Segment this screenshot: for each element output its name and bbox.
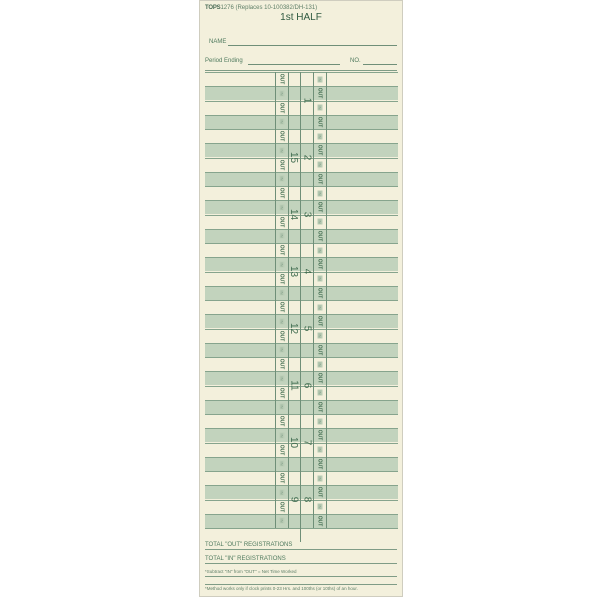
divider [205, 70, 397, 71]
name-field[interactable] [228, 45, 397, 46]
day-number-left: 13 [288, 265, 300, 277]
out-label-left: OUT [278, 330, 285, 341]
in-label-left: IN [279, 262, 284, 267]
in-label-left: IN [279, 376, 284, 381]
in-label-left: IN [279, 176, 284, 181]
in-label-right: IN [317, 419, 322, 423]
out-label-left: OUT [278, 358, 285, 370]
day-number-right: 2 [301, 154, 313, 160]
in-label-left: IN [279, 119, 284, 124]
out-label-right: OUT [316, 486, 323, 498]
out-label-right: OUT [316, 372, 323, 384]
in-label-right: IN [317, 333, 322, 338]
period-ending-label: Period Ending [205, 58, 243, 64]
divider [205, 563, 397, 564]
period-ending-field[interactable] [248, 64, 340, 65]
day-number-right: 1 [301, 97, 313, 103]
no-label: NO. [350, 58, 361, 64]
out-label-left: OUT [278, 387, 285, 398]
day-number-right: 6 [301, 382, 313, 388]
column-line [313, 72, 314, 528]
day-number-left: 9 [288, 496, 300, 502]
column-line [326, 72, 327, 528]
out-label-left: OUT [278, 73, 285, 85]
out-label-right: OUT [316, 87, 323, 99]
in-label-right: IN [317, 219, 322, 224]
divider [205, 549, 397, 550]
day-number-left [288, 72, 300, 128]
in-label-left: IN [279, 518, 284, 523]
in-label-left: IN [279, 347, 284, 352]
in-label-right: IN [317, 162, 322, 167]
note-method: *Method works only if clock prints 0-23 Hrs. and 100ths (or 10ths) of an hour. [205, 586, 358, 591]
out-label-left: OUT [278, 130, 285, 142]
in-label-right: IN [317, 447, 322, 452]
out-label-left: OUT [278, 159, 285, 170]
divider [205, 576, 397, 577]
in-label-right: IN [317, 305, 322, 309]
day-number-right: 5 [301, 325, 313, 331]
out-label-left: OUT [278, 187, 285, 199]
day-number-right: 7 [301, 439, 313, 445]
out-label-right: OUT [316, 458, 323, 470]
in-label-left: IN [279, 91, 284, 96]
out-label-left: OUT [278, 273, 285, 284]
card-title: 1st HALF [280, 12, 322, 23]
out-label-left: OUT [278, 444, 285, 455]
in-label-right: IN [317, 191, 322, 195]
total-in-label: TOTAL "IN" REGISTRATIONS [205, 556, 286, 562]
in-label-left: IN [279, 490, 284, 495]
out-label-right: OUT [316, 116, 323, 128]
no-field[interactable] [363, 64, 397, 65]
day-number-right: 4 [301, 268, 313, 274]
out-label-right: OUT [316, 287, 323, 299]
out-label-right: OUT [316, 144, 323, 156]
in-label-left: IN [279, 148, 284, 153]
in-label-right: IN [317, 476, 322, 480]
blank-row [205, 528, 398, 540]
out-label-right: OUT [316, 401, 323, 413]
in-label-right: IN [317, 504, 322, 509]
in-label-right: IN [317, 134, 322, 138]
in-label-left: IN [279, 290, 284, 295]
out-label-right: OUT [316, 173, 323, 185]
in-label-right: IN [317, 77, 322, 81]
out-label-right: OUT [316, 201, 323, 213]
day-number-left: 14 [288, 208, 300, 220]
in-label-left: IN [279, 404, 284, 409]
day-number-right: 8 [301, 496, 313, 502]
out-label-left: OUT [278, 301, 285, 313]
out-label-right: OUT [316, 515, 323, 527]
in-label-right: IN [317, 105, 322, 110]
in-label-left: IN [279, 205, 284, 210]
day-number-left: 10 [288, 436, 300, 448]
out-label-left: OUT [278, 415, 285, 427]
in-label-left: IN [279, 233, 284, 238]
note-subtract: *Subtract "IN" from "OUT" = Net Time Worked [205, 569, 297, 574]
in-label-right: IN [317, 362, 322, 366]
day-number-right: 3 [301, 211, 313, 217]
day-number-left: 15 [288, 151, 300, 163]
out-label-left: OUT [278, 472, 285, 484]
out-label-left: OUT [278, 216, 285, 227]
total-out-label: TOTAL "OUT" REGISTRATIONS [205, 542, 293, 548]
in-label-left: IN [279, 461, 284, 466]
divider [205, 584, 397, 585]
day-number-left: 11 [288, 379, 300, 391]
card-header [205, 5, 317, 11]
out-label-right: OUT [316, 344, 323, 356]
in-label-left: IN [279, 319, 284, 324]
out-label-left: OUT [278, 102, 285, 113]
brand-logo: TOPS [205, 5, 221, 11]
in-label-right: IN [317, 248, 322, 252]
column-line [275, 72, 276, 528]
time-card [199, 0, 403, 597]
out-label-right: OUT [316, 315, 323, 327]
out-label-left: OUT [278, 244, 285, 256]
day-number-left: 12 [288, 322, 300, 334]
name-label: NAME [209, 39, 227, 45]
out-label-right: OUT [316, 230, 323, 242]
out-label-right: OUT [316, 258, 323, 270]
in-label-right: IN [317, 276, 322, 281]
model-line: 1276 (Replaces 10-100382/DH-131) [220, 5, 318, 11]
in-label-right: IN [317, 390, 322, 395]
out-label-left: OUT [278, 501, 285, 512]
in-label-left: IN [279, 433, 284, 438]
out-label-right: OUT [316, 429, 323, 441]
